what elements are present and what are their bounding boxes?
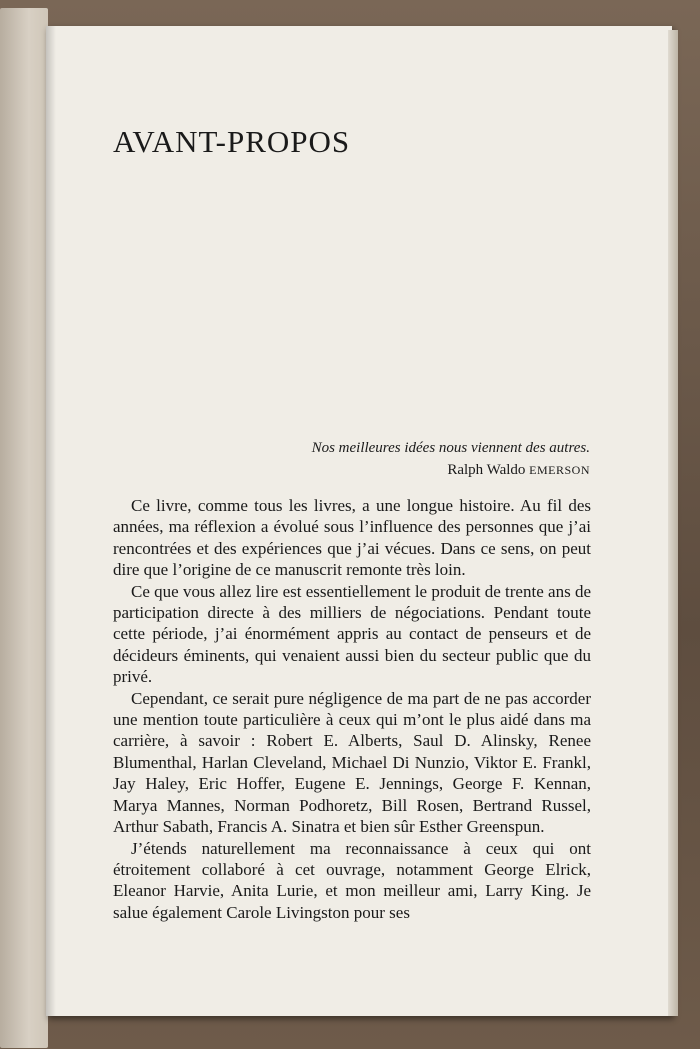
- epigraph-author: [312, 459, 590, 481]
- epigraph-author-first: Ralph Waldo: [447, 462, 526, 478]
- facing-page-edge: [0, 8, 48, 1048]
- page-gutter-shadow: [46, 26, 56, 1016]
- epigraph: [312, 437, 590, 481]
- page-title: AVANT-PROPOS: [113, 124, 351, 159]
- body-text: [113, 495, 591, 923]
- paragraph: Cependant, ce serait pure négligence de ma part de ne pas accorder une mention toute particulière à ceux qui m’ont le plus aidé dans ma carrière, à savoir : Robert E. Alberts, Saul D. Alinsky, Renee Blumenthal, Harlan Cleveland, Michael Di Nunzio, Viktor E. Frankl, Jay Haley, Eric Hoffer, Eugene E. Jennings, George F. Kennan, Marya Mannes, Norman Podhoretz, Bill Rosen, Bertrand Russel, Arthur Sabath, Francis A. Sinatra et bien sûr Esther Greenspun.: [113, 688, 591, 837]
- paragraph: Ce que vous allez lire est essentiellement le produit de trente ans de participation directe à des milliers de négociations. Pendant toute cette période, j’ai énormément appris au contact de penseurs et de décideurs éminents, qui venaient aussi bien du secteur public que du privé.: [113, 581, 591, 687]
- epigraph-quote: Nos meilleures idées nous viennent des autres.: [311, 440, 590, 456]
- paragraph: J’étends naturellement ma reconnaissance à ceux qui ont étroitement collaboré à cet ouvrage, notamment George Elrick, Eleanor Harvie, Anita Lurie, et mon meilleur ami, Larry King. Je salue également Carole Livingston pour ses: [113, 838, 591, 922]
- epigraph-author-last: EMERSON: [529, 463, 590, 477]
- page-stack-edge: [668, 30, 678, 1016]
- paragraph: Ce livre, comme tous les livres, a une longue histoire. Au fil des années, ma réflexion a évolué sous l’influence des personnes que j’ai rencontrées et des expériences que j’ai vécues. Dans ce sens, on peut dire que l’origine de ce manuscrit remonte très loin.: [113, 496, 591, 580]
